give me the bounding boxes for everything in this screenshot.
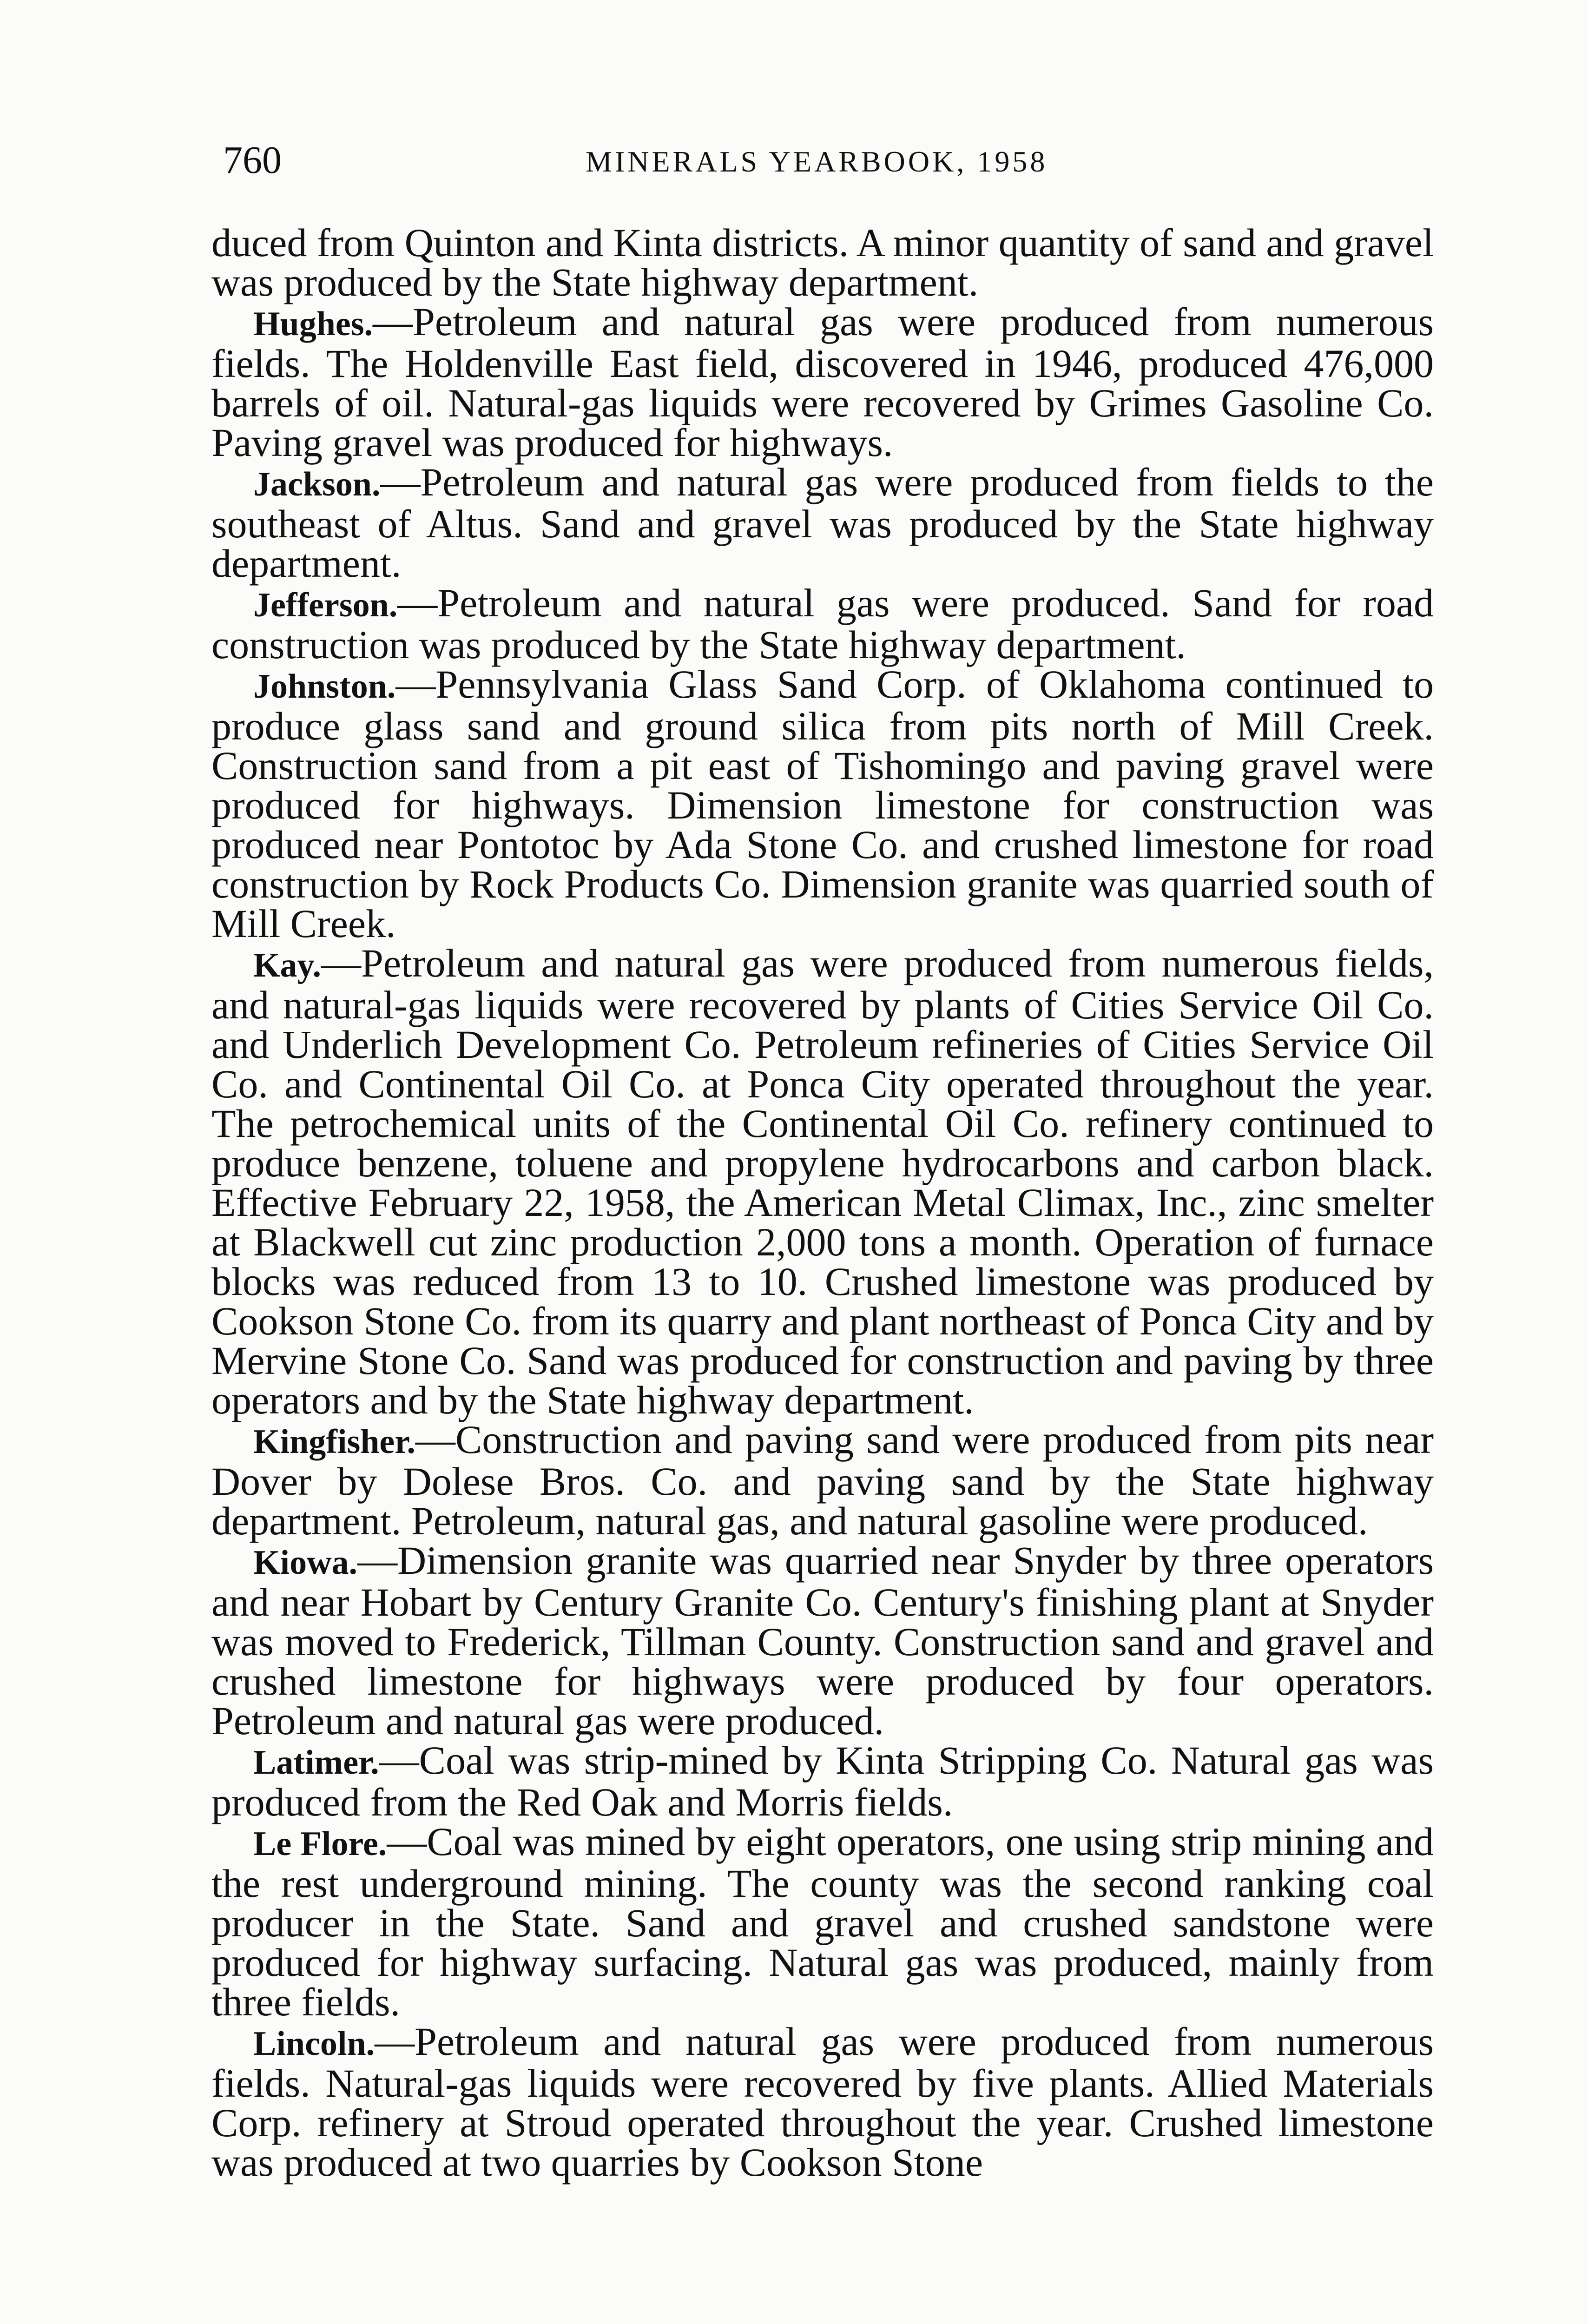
county-heading: Le Flore. [253, 1825, 387, 1863]
paragraph-text: —Dimension granite was quarried near Snyder by three operators and near Hobart by Century Granite Co. Century's finishing plant at Snyder was moved to Frederick, Tillman County. Construction sand and gravel and crushed limestone for highways were produced by four operators. Petroleum and natural gas were produced. [211, 1538, 1434, 1743]
page-header [223, 132, 1413, 188]
paragraph-kiowa [211, 1538, 1434, 1743]
paragraph-text: —Coal was strip-mined by Kinta Stripping Co. Natural gas was produced from the Red Oak and Morris fields. [211, 1738, 1434, 1824]
paragraph-hughes [211, 299, 1434, 465]
paragraph-kay [211, 941, 1434, 1422]
county-heading: Hughes. [253, 305, 373, 343]
paragraph-text: —Petroleum and natural gas were produced from fields to the southeast of Altus. Sand and gravel was produced by the State highway department. [211, 460, 1434, 586]
paragraph-text: duced from Quinton and Kinta districts. A minor quantity of sand and gravel was produced by the State highway department. [211, 220, 1434, 304]
county-heading: Jackson. [253, 465, 381, 503]
paragraph-text: —Pennsylvania Glass Sand Corp. of Oklahoma continued to produce glass sand and ground silica from pits north of Mill Creek. Construction sand from a pit east of Tishomingo and paving gravel were produced for highways. Dimension limestone for construction was produced near Pontotoc by Ada Stone Co. and crushed limestone for road construction by Rock Products Co. Dimension granite was quarried south of Mill Creek. [211, 662, 1434, 946]
paragraph-text: —Coal was mined by eight operators, one using strip mining and the rest underground mining. The county was the second ranking coal producer in the State. Sand and gravel and crushed sandstone were produced for highway surfacing. Natural gas was produced, mainly from three fields. [211, 1819, 1434, 2024]
county-heading: Kay. [253, 946, 321, 984]
paragraph-jefferson [211, 583, 1434, 665]
paragraph-text: —Petroleum and natural gas were produced from numerous fields, and natural-gas liquids were recovered by plants of Cities Service Oil Co. and Underlich Development Co. Petroleum refineries of Cities Service Oil Co. and Continental Oil Co. at Ponca City operated throughout the year. The petrochemical units of the Continental Oil Co. refinery continued to produce benzene, toluene and propylene hydrocarbons and carbon black. Effective February 22, 1958, the American Metal Climax, Inc., zinc smelter at Blackwell cut zinc production 2,000 tons a month. Operation of furnace blocks was reduced from 13 to 10. Crushed limestone was produced by Cookson Stone Co. from its quarry and plant northeast of Ponca City and by Mervine Stone Co. Sand was produced for construction and paving by three operators and by the State highway department. [211, 941, 1434, 1422]
running-head: MINERALS YEARBOOK, 1958 [586, 145, 1048, 178]
county-heading: Kiowa. [253, 1544, 358, 1582]
county-heading: Kingfisher. [253, 1423, 415, 1461]
paragraph-text: —Petroleum and natural gas were produced from numerous fields. Natural-gas liquids were recovered by five plants. Allied Materials Corp. refinery at Stroud operated throughout the year. Crushed limestone was produced at two quarries by Cookson Stone [211, 2019, 1434, 2185]
paragraph-kingfisher [211, 1417, 1434, 1543]
paragraph-text: —Petroleum and natural gas were produced. Sand for road construction was produced by the State highway department. [211, 581, 1434, 667]
county-heading: Latimer. [253, 1743, 379, 1782]
county-heading: Lincoln. [253, 2025, 375, 2063]
county-heading: Johnston. [253, 667, 396, 706]
paragraph-text: —Petroleum and natural gas were produced from numerous fields. The Holdenville East field, discovered in 1946, produced 476,000 barrels of oil. Natural-gas liquids were recovered by Grimes Gasoline Co. Paving gravel was produced for highways. [211, 299, 1434, 465]
paragraph-continuation [211, 220, 1434, 304]
paragraph-jackson [211, 460, 1434, 586]
paragraph-le-flore [211, 1819, 1434, 2024]
paragraph-lincoln [211, 2019, 1434, 2185]
county-heading: Jefferson. [253, 586, 398, 624]
paragraph-johnston [211, 662, 1434, 946]
paragraph-latimer [211, 1738, 1434, 1824]
body-text [211, 220, 1434, 2185]
page-number: 760 [223, 139, 282, 182]
paragraph-text: —Construction and paving sand were produced from pits near Dover by Dolese Bros. Co. and paving sand by the State highway department. Petroleum, natural gas, and natural gasoline were produced. [211, 1417, 1434, 1543]
